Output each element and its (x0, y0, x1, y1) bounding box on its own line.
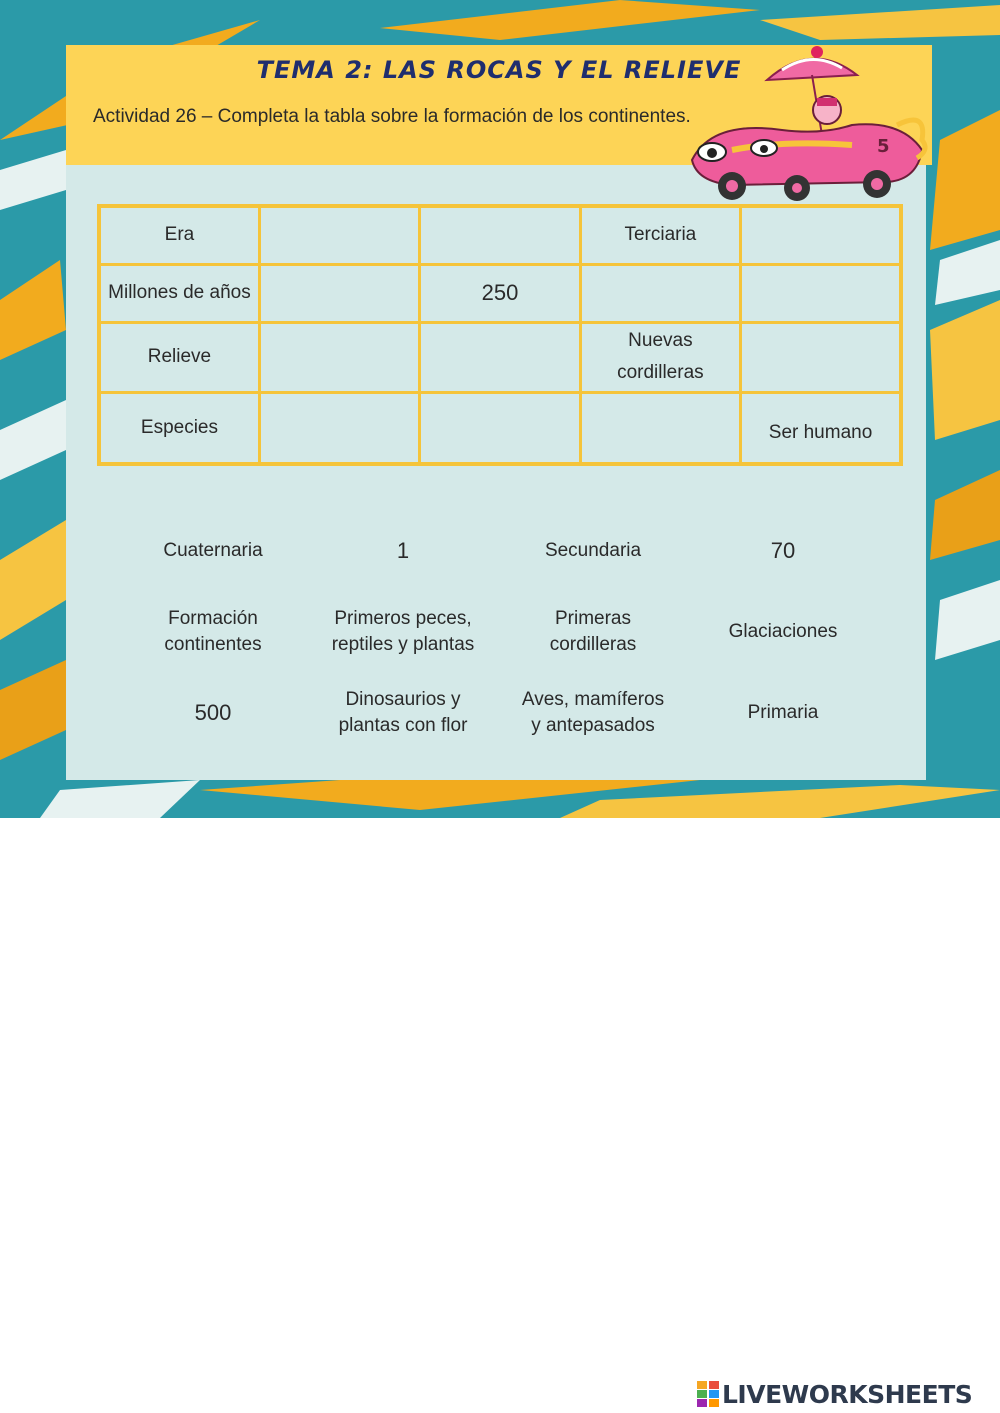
answer-cell[interactable] (259, 264, 419, 322)
word-option[interactable]: Aves, mamíferos y antepasados (521, 689, 665, 736)
answer-cell[interactable] (259, 392, 419, 464)
liveworksheets-mark-icon (697, 1381, 719, 1407)
liveworksheets-logo[interactable] (697, 1378, 972, 1410)
svg-text:5: 5 (877, 136, 890, 157)
continents-formation-table (97, 204, 903, 466)
word-option[interactable]: 500 (194, 700, 232, 725)
table-row-species (99, 392, 901, 464)
pink-race-car-illustration (672, 40, 934, 202)
row-header-relief: Relieve (99, 322, 259, 392)
given-cell: Terciaria (580, 206, 740, 264)
answer-cell[interactable] (580, 392, 740, 464)
answer-cell[interactable] (580, 264, 740, 322)
word-option[interactable]: Primeros peces, reptiles y plantas (331, 608, 475, 655)
word-option[interactable]: Cuaternaria (163, 540, 263, 561)
word-option[interactable]: Formación continentes (164, 608, 262, 655)
word-bank (118, 520, 880, 744)
given-cell: Nuevas cordilleras (580, 322, 740, 392)
given-cell: Ser humano (741, 392, 901, 464)
answer-cell[interactable] (420, 206, 580, 264)
word-option[interactable]: Dinosaurios y plantas con flor (338, 689, 468, 736)
row-header-millions: Millones de años (99, 264, 259, 322)
answer-cell[interactable] (420, 322, 580, 392)
row-header-era: Era (99, 206, 259, 264)
table-row-relief (99, 322, 901, 392)
liveworksheets-logo-text: LIVEWORKSHEETS (722, 1379, 973, 1409)
given-cell: 250 (420, 264, 580, 322)
answer-cell[interactable] (741, 322, 901, 392)
activity-instruction: Actividad 26 – Completa la tabla sobre la formación de los continentes. (93, 106, 691, 127)
row-header-species: Especies (99, 392, 259, 464)
answer-cell[interactable] (259, 322, 419, 392)
table-row-era (99, 206, 901, 264)
table-row-millions-of-years (99, 264, 901, 322)
word-option[interactable]: Glaciaciones (728, 621, 838, 642)
answer-cell[interactable] (420, 392, 580, 464)
word-option[interactable]: Secundaria (544, 540, 642, 561)
word-option[interactable]: Primeras cordilleras (549, 608, 637, 655)
answer-cell[interactable] (259, 206, 419, 264)
answer-cell[interactable] (741, 264, 901, 322)
word-option[interactable]: Primaria (747, 702, 819, 723)
word-option[interactable]: 70 (770, 538, 796, 563)
answer-cell[interactable] (741, 206, 901, 264)
word-option[interactable]: 1 (396, 538, 410, 563)
worksheet-title: TEMA 2: LAS ROCAS Y EL RELIEVE (256, 56, 742, 84)
